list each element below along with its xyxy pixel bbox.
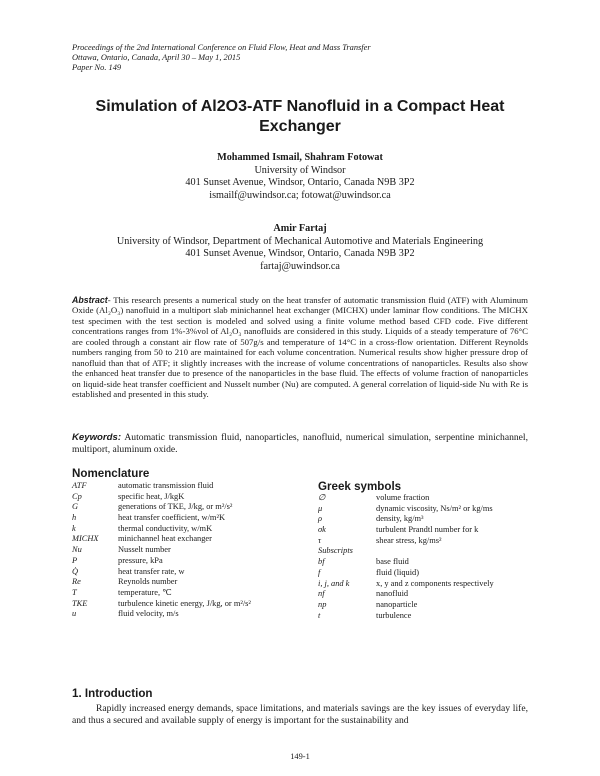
nomenclature-row — [72, 524, 312, 535]
affiliation-1: University of Windsor — [254, 164, 346, 176]
greek-row — [318, 536, 558, 547]
greek-definition: nanofluid — [376, 589, 409, 599]
nomenclature-row — [72, 502, 312, 513]
nomenclature-definition: Nusselt number — [118, 545, 171, 555]
nomenclature-symbol: P — [72, 555, 78, 565]
keywords — [72, 432, 528, 456]
greek-definition: turbulence — [376, 610, 412, 620]
address-2: 401 Sunset Avenue, Windsor, Ontario, Canada N9B 3P2 — [185, 248, 415, 260]
nomenclature-symbol: TKE — [72, 598, 88, 608]
nomenclature-symbol: Nu — [72, 545, 82, 555]
greek-symbol: t — [318, 610, 321, 620]
greek-symbol: Subscripts — [318, 546, 353, 556]
greek-definition: nanoparticle — [376, 599, 418, 609]
nomenclature-definition: Reynolds number — [118, 577, 178, 587]
greek-definition: volume fraction — [376, 493, 430, 502]
greek-symbol: np — [318, 599, 327, 609]
keywords-text: Automatic transmission fluid, nanoparticles, nanofluid, numerical simulation, serpentine minichannel, multiport, aluminum oxide. — [72, 432, 528, 456]
nomenclature-symbol: MICHX — [72, 534, 99, 544]
greek-symbol: μ — [318, 503, 323, 513]
greek-symbol: σk — [318, 525, 326, 535]
greek-row — [318, 579, 558, 590]
nomenclature-definition: minichannel heat exchanger — [118, 534, 212, 544]
nomenclature-definition: automatic transmission fluid — [118, 481, 214, 490]
greek-symbol: f — [318, 567, 321, 577]
proceedings-line-1: Proceedings of the 2nd International Conference on Fluid Flow, Heat and Mass Transfer — [72, 43, 371, 52]
abstract-text: - This research presents a numerical study on the heat transfer of automatic transmission fluid (ATF) with Aluminum Oxide (Al₂O₃) nanofluid in a multiport slab minichannel heat exchanger (MICHX) under laminar flow conditions. The MICHX test specimen with the test section is modeled and solved using a finite volume method based CFD code. Five different concentrations ranges from 1%-3%vol of Al₂O₃ nanofluids are considered in this study. Liquids of a steady temperature of 76°C are cooled through a constant air flow rate of 507g/s and temperature of 14°C in a cross-flow orientation. Different Reynolds numbers ranging from 50 to 210 are maintained for each volume concentration. Numerical results show higher pressure drop of nanofluid than that of ATF; it slightly increases with the increase of volume concentrations of nanoparticles. Results also show the enhanced heat transfer due to presence of the nanoparticles in the base fluid. The effects of volume fraction of nanoparticles on liquid-side heat transfer coefficient and Nusselt number (Nu) are computed. A general correlation of liquid-side Nu with Re is established and presented in this study. — [72, 295, 528, 400]
affiliation-2: University of Windsor, Department of Mechanical Automotive and Materials Engineering — [116, 235, 484, 247]
proceedings-line-3: Paper No. 149 — [72, 63, 122, 73]
nomenclature-definition: heat transfer coefficient, w/m²K — [118, 513, 225, 523]
nomenclature-definition: generations of TKE, J/kg, or m²/s² — [118, 502, 233, 512]
abstract — [72, 295, 528, 400]
nomenclature-row — [72, 588, 312, 599]
nomenclature-row — [72, 609, 312, 620]
greek-symbol: ρ — [318, 514, 323, 524]
author-names-1: Mohammed Ismail, Shahram Fotowat — [217, 152, 383, 163]
greek-row — [318, 493, 558, 504]
introduction-heading: 1. Introduction — [72, 687, 153, 700]
greek-row — [318, 611, 558, 622]
greek-symbols-table — [318, 493, 558, 621]
greek-definition: x, y and z components respectively — [376, 578, 494, 588]
greek-definition: base fluid — [376, 557, 409, 567]
greek-symbol: i, j, and k — [318, 578, 350, 588]
nomenclature-symbol: Cp — [72, 491, 82, 501]
proceedings-line-2: Ottawa, Ontario, Canada, April 30 – May 1, 2015 — [72, 53, 241, 63]
page-number: 149-1 — [290, 752, 310, 761]
nomenclature-row — [72, 481, 312, 492]
greek-row — [318, 589, 558, 600]
nomenclature-definition: heat transfer rate, w — [118, 566, 185, 576]
author-block-1 — [60, 152, 540, 202]
nomenclature-definition: specific heat, J/kgK — [118, 491, 185, 501]
nomenclature-symbol: ATF — [72, 481, 87, 490]
introduction-text: Rapidly increased energy demands, space limitations, and materials savings are the key issues of everyday life, and thus a secured and available supply of energy is important for the sustainability and — [72, 703, 528, 727]
nomenclature-definition: fluid velocity, m/s — [118, 609, 179, 619]
nomenclature-row — [72, 545, 312, 556]
nomenclature-symbol: k — [72, 523, 76, 533]
greek-definition: density, kg/m³ — [376, 514, 424, 524]
nomenclature-symbol: G — [72, 502, 79, 512]
address-1: 401 Sunset Avenue, Windsor, Ontario, Canada N9B 3P2 — [185, 177, 415, 189]
greek-row — [318, 546, 558, 557]
greek-row — [318, 600, 558, 611]
greek-definition: shear stress, kg/ms² — [376, 535, 442, 545]
greek-symbol: τ — [318, 535, 321, 545]
greek-row — [318, 568, 558, 579]
nomenclature-symbol: u — [72, 609, 77, 619]
greek-definition: turbulent Prandtl number for k — [376, 525, 479, 535]
greek-symbols-heading: Greek symbols — [318, 480, 402, 493]
greek-definition: fluid (liquid) — [376, 567, 420, 577]
greek-row — [318, 514, 558, 525]
nomenclature-row — [72, 599, 312, 610]
nomenclature-row — [72, 492, 312, 503]
proceedings-header — [72, 43, 371, 74]
greek-row — [318, 504, 558, 515]
nomenclature-definition: temperature, ℃ — [118, 587, 172, 597]
nomenclature-row — [72, 556, 312, 567]
nomenclature-definition: turbulence kinetic energy, J/kg, or m²/s² — [118, 598, 251, 608]
nomenclature-symbol: Q̇ — [72, 566, 79, 576]
keywords-label: Keywords: — [72, 432, 122, 443]
greek-symbol: bf — [318, 557, 325, 567]
abstract-label: Abstract — [72, 295, 108, 305]
greek-row — [318, 525, 558, 536]
nomenclature-definition: thermal conductivity, w/mK — [118, 523, 213, 533]
greek-symbol: ∅ — [318, 493, 326, 502]
email-1: ismailf@uwindsor.ca; fotowat@uwindsor.ca — [209, 189, 391, 201]
greek-definition: dynamic viscosity, Ns/m² or kg/ms — [376, 503, 493, 513]
nomenclature-row — [72, 513, 312, 524]
paper-title: Simulation of Al2O3-ATF Nanofluid in a Compact Heat Exchanger — [95, 98, 505, 135]
nomenclature-symbol: h — [72, 513, 77, 523]
nomenclature-heading: Nomenclature — [72, 467, 150, 480]
author-names-2: Amir Fartaj — [273, 223, 327, 234]
nomenclature-definition: pressure, kPa — [118, 555, 163, 565]
author-block-2 — [60, 223, 540, 273]
nomenclature-table — [72, 481, 312, 620]
email-2: fartaj@uwindsor.ca — [260, 260, 340, 272]
nomenclature-symbol: Re — [72, 577, 81, 587]
nomenclature-row — [72, 534, 312, 545]
greek-symbol: nf — [318, 589, 325, 599]
greek-row — [318, 557, 558, 568]
nomenclature-symbol: T — [72, 587, 77, 597]
nomenclature-row — [72, 577, 312, 588]
nomenclature-row — [72, 567, 312, 578]
